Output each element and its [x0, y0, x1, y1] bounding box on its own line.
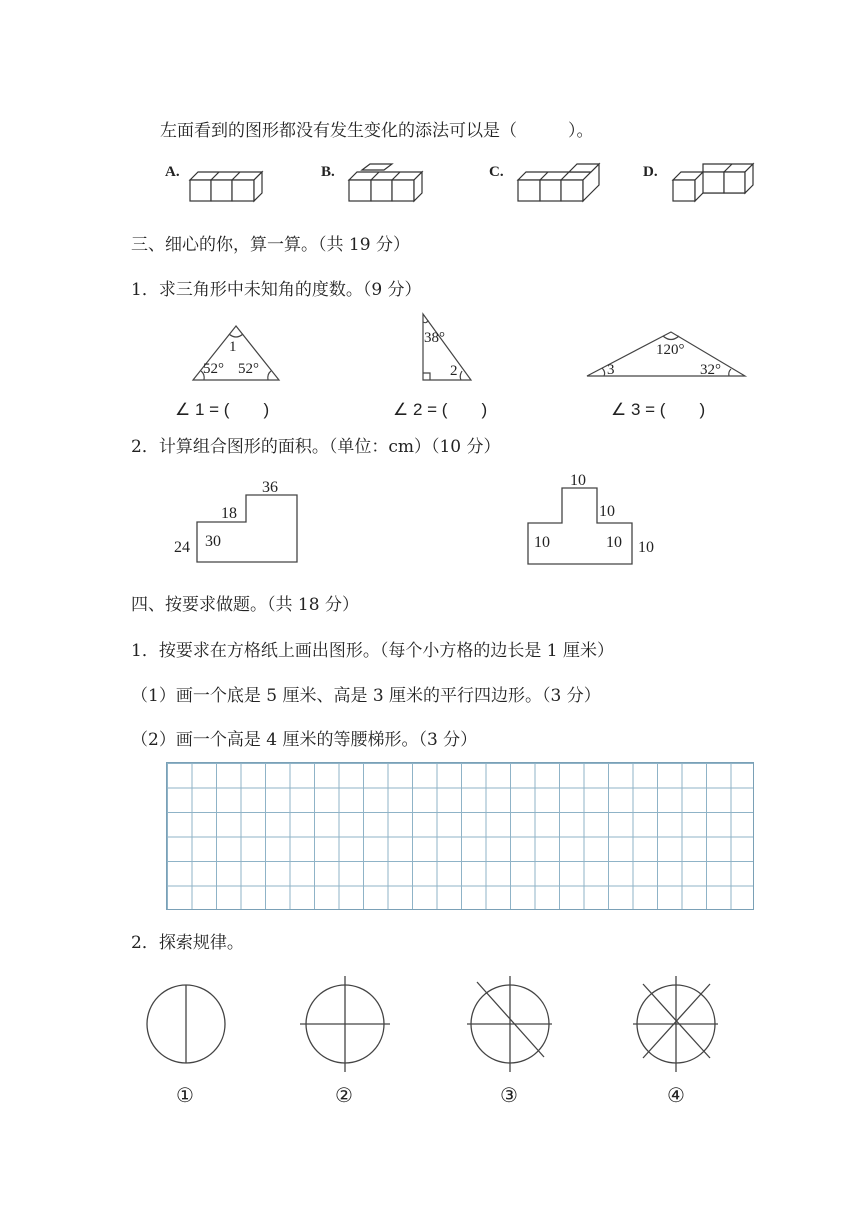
- circle-pattern: [0, 960, 860, 1080]
- tri1-angle-left: 52°: [203, 361, 224, 377]
- section3-q2: 2．计算组合图形的面积。（单位：cm）（10 分）: [131, 437, 501, 457]
- question-intro: 左面看到的图形都没有发生变化的添法可以是（ ）。: [160, 121, 594, 141]
- option-b-cubes: [349, 164, 422, 201]
- tri3-angle-right: 32°: [700, 362, 721, 378]
- circle-4: [633, 976, 718, 1072]
- shape2-label-inner-right: 10: [606, 534, 622, 551]
- triangles: [0, 300, 860, 400]
- option-c-cubes: [518, 164, 599, 201]
- section4-q1a: （1）画一个底是 5 厘米、高是 3 厘米的平行四边形。（3 分）: [131, 686, 601, 706]
- circle-1: [147, 985, 225, 1063]
- section3-q1: 1．求三角形中未知角的度数。（9 分）: [131, 280, 422, 300]
- shape2-outline: [528, 488, 632, 564]
- section4-q2: 2．探索规律。: [131, 933, 244, 953]
- shape2-label-top: 10: [570, 472, 586, 489]
- option-b-label: B.: [321, 164, 335, 180]
- grid-paper[interactable]: [166, 762, 754, 910]
- circle-label-4: ④: [667, 1083, 685, 1107]
- tri1-angle-right: 52°: [238, 361, 259, 377]
- circle-label-2: ②: [335, 1083, 353, 1107]
- cube-figures: [0, 0, 860, 220]
- section4-q1: 1．按要求在方格纸上画出图形。（每个小方格的边长是 1 厘米）: [131, 641, 614, 661]
- tri1-angle1: 1: [229, 339, 237, 355]
- tri2-answer[interactable]: ∠ 2 = ( ): [393, 400, 488, 419]
- tri3-angle-top: 120°: [656, 342, 685, 358]
- tri2-angle-top: 38°: [424, 330, 445, 346]
- shape2-label-left: 10: [534, 534, 550, 551]
- circle-2: [300, 976, 390, 1072]
- composite-shapes: [0, 460, 860, 580]
- shape1-label-inner: 30: [205, 533, 221, 550]
- circle-3: [467, 976, 552, 1072]
- shape1-label-step: 18: [221, 505, 237, 522]
- circle-label-3: ③: [500, 1083, 518, 1107]
- section4-title: 四、按要求做题。（共 18 分）: [131, 595, 359, 615]
- shape2-label-stem: 10: [599, 503, 615, 520]
- section3-title: 三、细心的你，算一算。（共 19 分）: [131, 235, 410, 255]
- circle-label-1: ①: [176, 1083, 194, 1107]
- section4-q1b: （2）画一个高是 4 厘米的等腰梯形。（3 分）: [131, 730, 478, 750]
- option-c-label: C.: [489, 164, 504, 180]
- option-d-label: D.: [643, 164, 658, 180]
- option-a-cubes: [190, 172, 262, 201]
- shape2-label-right: 10: [638, 539, 654, 556]
- shape1-label-left: 24: [174, 539, 190, 556]
- tri2-angle2: 2: [450, 363, 458, 379]
- tri3-angle3: 3: [607, 362, 615, 378]
- shape1-outline: [197, 495, 297, 562]
- tri1-answer[interactable]: ∠ 1 = ( ): [175, 400, 270, 419]
- shape1-label-top: 36: [262, 479, 278, 496]
- tri3-answer[interactable]: ∠ 3 = ( ): [611, 400, 706, 419]
- option-a-label: A.: [165, 164, 180, 180]
- option-d-cubes: [673, 164, 753, 201]
